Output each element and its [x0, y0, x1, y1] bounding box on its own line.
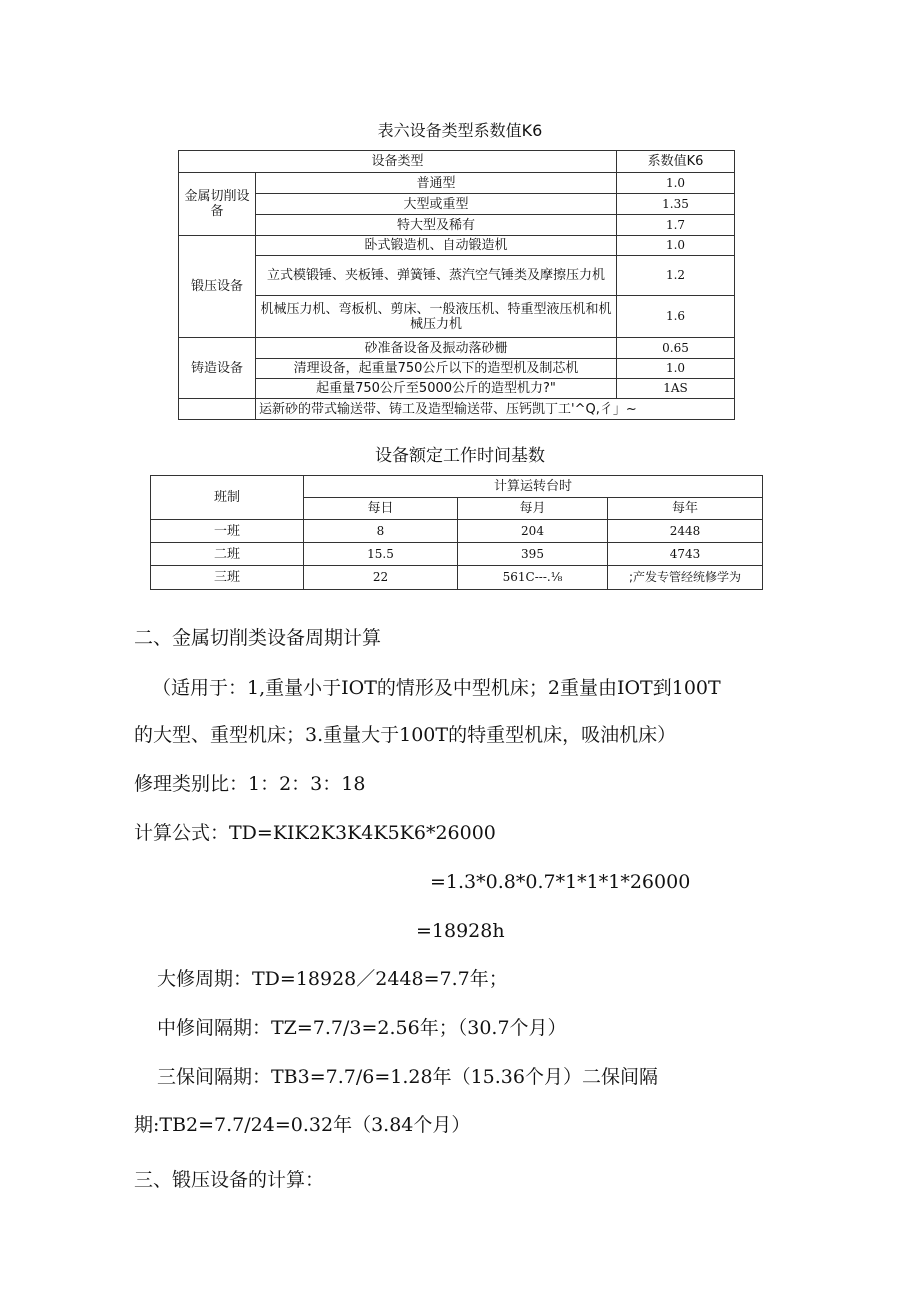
table-row: [151, 520, 763, 543]
section2-heading: 二、金属切削类设备周期计算: [134, 627, 382, 649]
table-row: [151, 566, 763, 590]
group-name-metal-cutting: 金属切削设备: [179, 173, 256, 236]
row-value: 1.7: [617, 215, 735, 236]
row-type: 立式模锻锤、夹板锤、弹簧锤、蒸汽空气锤类及摩擦压力机: [256, 256, 617, 296]
row-type: 起重量750公斤至5000公斤的造型机力?": [256, 379, 617, 399]
section2-applies-line1: （适用于：1,重量小于IOT的情形及中型机床；2重量由IOT到100T: [152, 677, 721, 699]
section2-formula-step: =1.3*0.8*0.7*1*1*1*26000: [430, 871, 691, 893]
row-type: 砂准备设备及振动落砂栅: [256, 338, 617, 359]
row-value: 1.35: [617, 194, 735, 215]
row-type: 机械压力机、弯板机、剪床、一般液压机、特重型液压机和机械压力机: [256, 296, 617, 338]
row-value: 1.2: [617, 256, 735, 296]
row-value: 1.0: [617, 173, 735, 194]
table-row: [179, 215, 735, 236]
row-year: 2448: [608, 520, 763, 543]
table-k6: [178, 150, 735, 420]
table-hours: [150, 475, 763, 590]
section2-ratio: 修理类别比：1：2：3：18: [134, 773, 366, 795]
row-month: 395: [458, 543, 608, 566]
row-type: 卧式锻造机、自动锻造机: [256, 236, 617, 256]
table-row: [179, 194, 735, 215]
section2-medium: 中修间隔期：TZ=7.7/3=2.56年；（30.7个月）: [157, 1017, 567, 1039]
table-row: [179, 296, 735, 338]
row-year: ;产发专管经统修学为: [608, 566, 763, 590]
table-hours-title: 设备额定工作时间基数: [375, 446, 545, 466]
section2-overhaul: 大修周期：TD=18928／2448=7.7年；: [157, 968, 508, 990]
row-day: 8: [304, 520, 458, 543]
header-month: 每月: [458, 498, 608, 520]
row-value: 0.65: [617, 338, 735, 359]
row-type: 大型或重型: [256, 194, 617, 215]
table-row: [179, 338, 735, 359]
row-shift: 一班: [151, 520, 304, 543]
group-name-casting: 铸造设备: [179, 338, 256, 399]
table-row: [179, 173, 735, 194]
row-type: 清理设备，起重量750公斤以下的造型机及制芯机: [256, 359, 617, 379]
header-group: 计算运转台时: [304, 476, 763, 498]
row-type: 普通型: [256, 173, 617, 194]
table-header-row: [151, 476, 763, 498]
row-value: 1AS: [617, 379, 735, 399]
row-shift: 三班: [151, 566, 304, 590]
row-value: 1.0: [617, 359, 735, 379]
header-year: 每年: [608, 498, 763, 520]
row-value: 1.0: [617, 236, 735, 256]
section2-formula-result: =18928h: [416, 920, 505, 942]
table-row: [179, 379, 735, 399]
row-shift: 二班: [151, 543, 304, 566]
group-name-forging: 锻压设备: [179, 236, 256, 338]
table-row: [179, 236, 735, 256]
row-month: 561C---.⅛: [458, 566, 608, 590]
row-value: 1.6: [617, 296, 735, 338]
table-row: [179, 256, 735, 296]
table-row: [179, 359, 735, 379]
section2-formula: 计算公式：TD=KIK2K3K4K5K6*26000: [134, 822, 496, 844]
section2-third-line1: 三保间隔期：TB3=7.7/6=1.28年（15.36个月）二保间隔: [157, 1066, 658, 1088]
header-value: 系数值K6: [617, 151, 735, 173]
section2-third-line2: 期:TB2=7.7/24=0.32年（3.84个月）: [134, 1114, 471, 1136]
header-shift: 班制: [151, 476, 304, 520]
row-year: 4743: [608, 543, 763, 566]
row-month: 204: [458, 520, 608, 543]
section3-heading: 三、锻压设备的计算：: [134, 1169, 325, 1191]
table-row: [151, 543, 763, 566]
table-k6-title: 表六设备类型系数值K6: [377, 121, 543, 140]
table-header-row: [179, 151, 735, 173]
header-type: 设备类型: [179, 151, 617, 173]
row-day: 15.5: [304, 543, 458, 566]
row-day: 22: [304, 566, 458, 590]
header-day: 每日: [304, 498, 458, 520]
section2-applies-line2: 的大型、重型机床；3.重量大于100T的特重型机床，吸油机床）: [134, 724, 677, 746]
footer-row-text: 运新砂的带式输送带、铸工及造型输送带、压钙凯丁工'^Q,彳」~: [256, 399, 735, 420]
table-row: [179, 399, 735, 420]
row-type: 特大型及稀有: [256, 215, 617, 236]
